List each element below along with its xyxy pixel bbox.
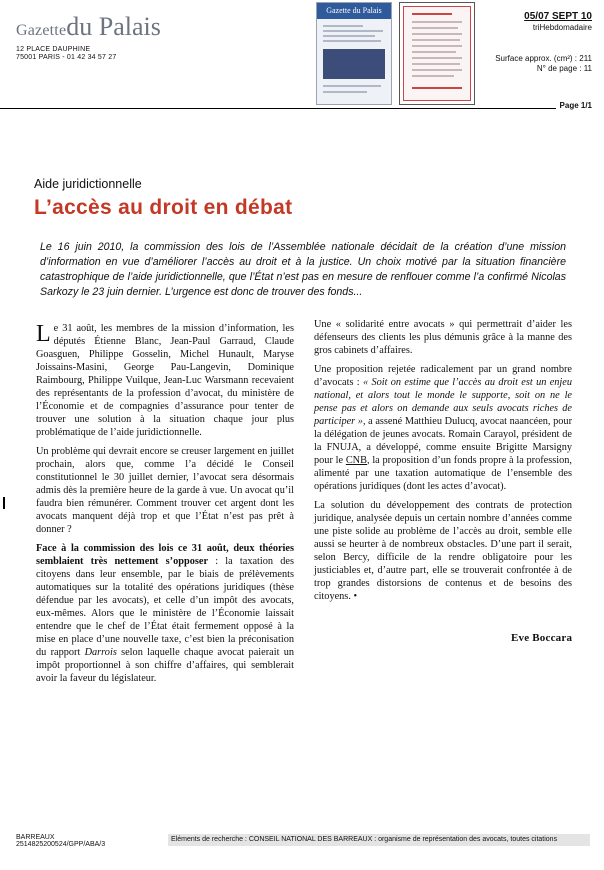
article-column-right <box>314 318 572 609</box>
cover-line <box>323 40 381 42</box>
cnb-link[interactable]: CNB <box>345 455 367 466</box>
page-thumb-line <box>412 27 458 29</box>
article-rubric: Aide juridictionnelle <box>34 177 142 191</box>
article-paragraph <box>36 322 294 439</box>
footer-codes <box>16 834 105 848</box>
page-thumbnail[interactable] <box>399 2 475 105</box>
page-thumb-line <box>412 87 462 89</box>
report-name: Darrois <box>84 647 117 658</box>
paragraph-text: , a assené Matthieu Dulucq, avocat naancéen, pour la délégation de jeunes avocats. Romain Carayol, président de la FNUJA, a développé, comme ensuite Brigitte Marsigny pour le <box>314 416 572 466</box>
footer-code-line2: 2514825200524/GPP/ABA/3 <box>16 841 106 848</box>
paragraph-bold-lead: Face à la commission des lois ce 31 août, deux théories semblaient très nettement s’opposer <box>36 543 294 567</box>
page-thumb-line <box>412 69 462 71</box>
page-thumb-line <box>412 51 456 53</box>
article-headline: L’accès au droit en débat <box>34 196 293 219</box>
cover-line <box>323 85 381 87</box>
page-number: N° de page : 11 <box>536 64 592 73</box>
cover-title: Gazette du Palais <box>317 3 391 19</box>
page-thumb-line <box>412 63 460 65</box>
header-divider <box>0 108 592 109</box>
article-column-left <box>36 322 294 691</box>
search-elements-bar: Eléments de recherche : CONSEIL NATIONAL DES BARREAUX : organisme de représentation des avocats, toutes citations <box>168 834 590 846</box>
cover-line <box>323 30 383 32</box>
cover-line <box>323 25 363 27</box>
page-thumb-line <box>412 39 460 41</box>
logo-line1: Gazette <box>16 22 67 39</box>
author-signature: Eve Boccara <box>511 632 573 644</box>
publisher-address <box>16 46 116 62</box>
page-thumbnail-frame <box>403 6 471 101</box>
article-paragraph <box>36 542 294 685</box>
cover-photo <box>323 49 385 79</box>
issue-frequency: triHebdomadaire <box>532 23 592 32</box>
article-paragraph <box>314 363 572 493</box>
logo-line2: du Palais <box>66 12 161 41</box>
paragraph-text: , la proposition d’un fonds propre à la profession, alimenté par une taxation automatique de l’ensemble des opérations juridiques (dont les actes d’avocat). <box>314 455 572 492</box>
quotation: « Soit on estime que l’accès au droit est un enjeu national, et alors tout le monde le supporte, soit on ne le pense pas et alors on demande aux seuls avocats riches de participer » <box>314 377 572 427</box>
address-line1: 12 PLACE DAUPHINE <box>16 46 91 53</box>
margin-mark <box>3 497 5 509</box>
paragraph-text: : la taxation des citoyens dans leur ensemble, par le biais de prélèvements automatiques sur la totalité des opérations juridiques (thèse défendue par les avocats), et celle d’un impôt des avocats, eux-mêmes. Alors que le ministère de l’Économie laissait entendre que le chef de l’État était fermement opposé à la mise en place d’une nouvelle taxe, c’est bien la préconisation du rapport <box>36 556 294 658</box>
issue-date: 05/07 SEPT 10 <box>524 11 592 22</box>
page-thumb-line <box>412 33 462 35</box>
cover-thumbnail[interactable] <box>316 2 392 105</box>
drop-cap: L <box>36 321 51 347</box>
page-count-label: Page 1/1 <box>556 101 592 110</box>
footer-code-line1: BARREAUX <box>16 834 55 841</box>
article-paragraph: Un problème qui devrait encore se creuser largement en juillet prochain, alors que, comme l’a décidé le Conseil constitutionnel le 30 juillet dernier, l’avocat sera désormais admis dès la première heure de la garde à vue. Un avocat qu’il faudra bien rémunérer. Comment trouver cet argent dont les avocats manquent déjà trop et que l’État n’est pas prêt à donner ? <box>36 446 294 535</box>
page-thumb-line <box>412 13 452 15</box>
paragraph-text: Une proposition rejetée radicalement par un grand nombre d’avocats : <box>314 364 572 388</box>
address-line2: 75001 PARIS - 01 42 34 57 27 <box>16 54 117 61</box>
paragraph-text: selon laquelle chaque avocat paierait un impôt proportionnel à son chiffre d’affaires, qui semblerait avoir la faveur du législateur. <box>36 647 294 684</box>
surface-area: Surface approx. (cm²) : 211 <box>495 54 592 63</box>
article-lead: Le 16 juin 2010, la commission des lois de l’Assemblée nationale décidait de la création d’une mission d’information en vue d’améliorer l’accès au droit et à la justice. Un choix motivé par la situation financière catastrophique de l’aide juridictionnelle, que l’État n’est pas en mesure de renflouer comme l’a confirmé Nicolas Sarkozy le 23 juin dernier. L’urgence est donc de trouver des fonds... <box>40 241 566 298</box>
publication-logo <box>16 12 161 42</box>
article-paragraph: La solution du développement des contrats de protection juridique, analysée depuis un certain nombre d’années comme une piste solide au problème de l’accès au droit, semble elle aussi se heurter à de nombreux obstacles. D’une part il serait, selon Bercy, difficile de la rendre obligatoire pour les justiciables et, d’autre part, elle se trouverait confrontée à de trop grandes distorsions de contenus et de besoins des citoyens. • <box>314 500 572 602</box>
paragraph-text: e 31 août, les membres de la mission d’information, les députés Étienne Blanc, Jean-Paul Garraud, Claude Goasguen, Philippe Gosselin, Michel Hunault, Maryse Joissains-Masini, George Pau-Langevin, Dominique Raimbourg, Philippe Vuilque, Jean-Luc Warsmann recevaient des représentants de la profession d’avocat, du ministère de l’Économie et de compagnies d’assurance pour tenter de trouver une solution à la situation chaque jour plus problématique de l’aide juridictionnelle. <box>36 323 294 438</box>
page-thumb-line <box>412 75 454 77</box>
article-paragraph: Une « solidarité entre avocats » qui permettrait d’aider les défenseurs des clients les plus démunis grâce à la manne des gros cabinets d’affaires. <box>314 319 572 356</box>
cover-line <box>323 35 375 37</box>
cover-line <box>323 91 367 93</box>
page-thumb-line <box>412 21 462 23</box>
page-thumb-line <box>412 45 462 47</box>
page-thumb-line <box>412 57 462 59</box>
